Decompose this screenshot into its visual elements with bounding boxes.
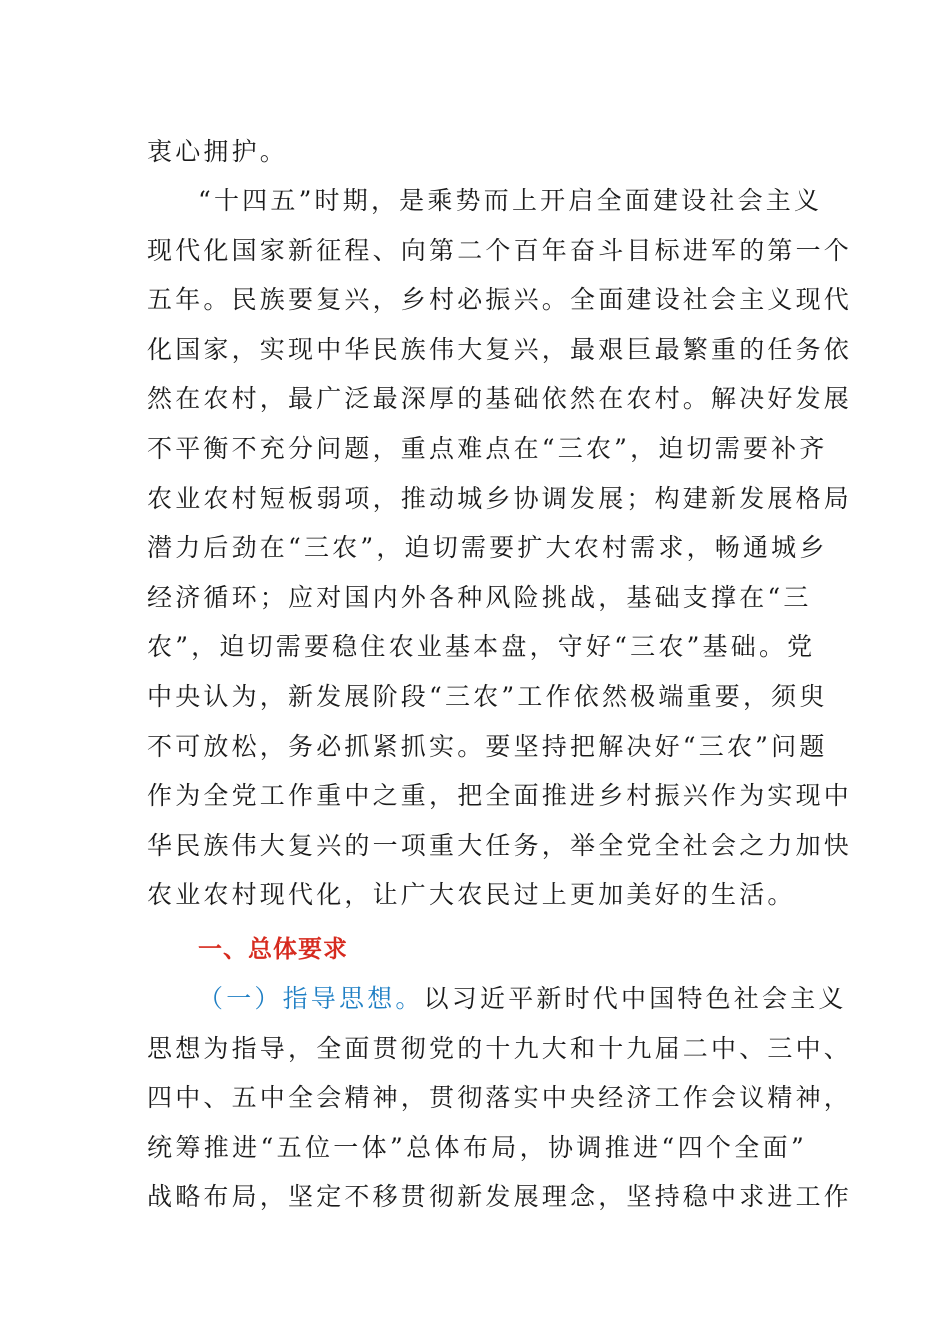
paragraph-guiding-thought <box>147 974 853 1222</box>
text-line: 现代化国家新征程、向第二个百年奋斗目标进军的第一个 <box>147 235 853 265</box>
text-line: 农业农村现代化，让广大农民过上更加美好的生活。 <box>147 880 796 910</box>
section-heading: 一、总体要求 <box>198 935 348 963</box>
text-line: 统筹推进“五位一体”总体布局，协调推进“四个全面” <box>147 1132 807 1162</box>
text-line: 作为全党工作重中之重，把全面推进乡村振兴作为实现中 <box>147 781 853 811</box>
text-line: 然在农村，最广泛最深厚的基础依然在农村。解决好发展 <box>147 384 853 414</box>
text-line: 不平衡不充分问题，重点难点在“三农”，迫切需要补齐 <box>147 433 828 463</box>
text-line: 经济循环；应对国内外各种风险挑战，基础支撑在“三 <box>147 582 812 612</box>
text-line: 四中、五中全会精神，贯彻落实中央经济工作会议精神， <box>147 1083 853 1113</box>
text-line: 农业农村短板弱项，推动城乡协调发展；构建新发展格局 <box>147 483 853 513</box>
text-line: 华民族伟大复兴的一项重大任务，举全党全社会之力加快 <box>147 830 853 860</box>
subsection-label: （一）指导思想。 <box>198 984 424 1013</box>
paragraph-shisiwu <box>147 176 853 920</box>
text-line: “十四五”时期，是乘势而上开启全面建设社会主义 <box>198 186 823 215</box>
subsection-first-line-text: 以习近平新时代中国特色社会主义 <box>423 984 847 1013</box>
text-line: 五年。民族要复兴，乡村必振兴。全面建设社会主义现代 <box>147 285 853 315</box>
text-line: 战略布局，坚定不移贯彻新发展理念，坚持稳中求进工作 <box>147 1182 853 1212</box>
text-line: 农”，迫切需要稳住农业基本盘，守好“三农”基础。党 <box>147 632 816 662</box>
text-line-with-label <box>147 974 847 1024</box>
paragraph-continuation <box>147 127 807 177</box>
text-line: 思想为指导，全面贯彻党的十九大和十九届二中、三中、 <box>147 1033 853 1063</box>
text-line: 潜力后劲在“三农”，迫切需要扩大农村需求，畅通城乡 <box>147 533 828 563</box>
text-line: 中央认为，新发展阶段“三农”工作依然极端重要，须臾 <box>147 681 828 711</box>
text-line: 化国家，实现中华民族伟大复兴，最艰巨最繁重的任务依 <box>147 334 853 364</box>
text-line: 衷心拥护。 <box>147 137 289 166</box>
text-line: 不可放松，务必抓紧抓实。要坚持把解决好“三农”问题 <box>147 731 828 761</box>
